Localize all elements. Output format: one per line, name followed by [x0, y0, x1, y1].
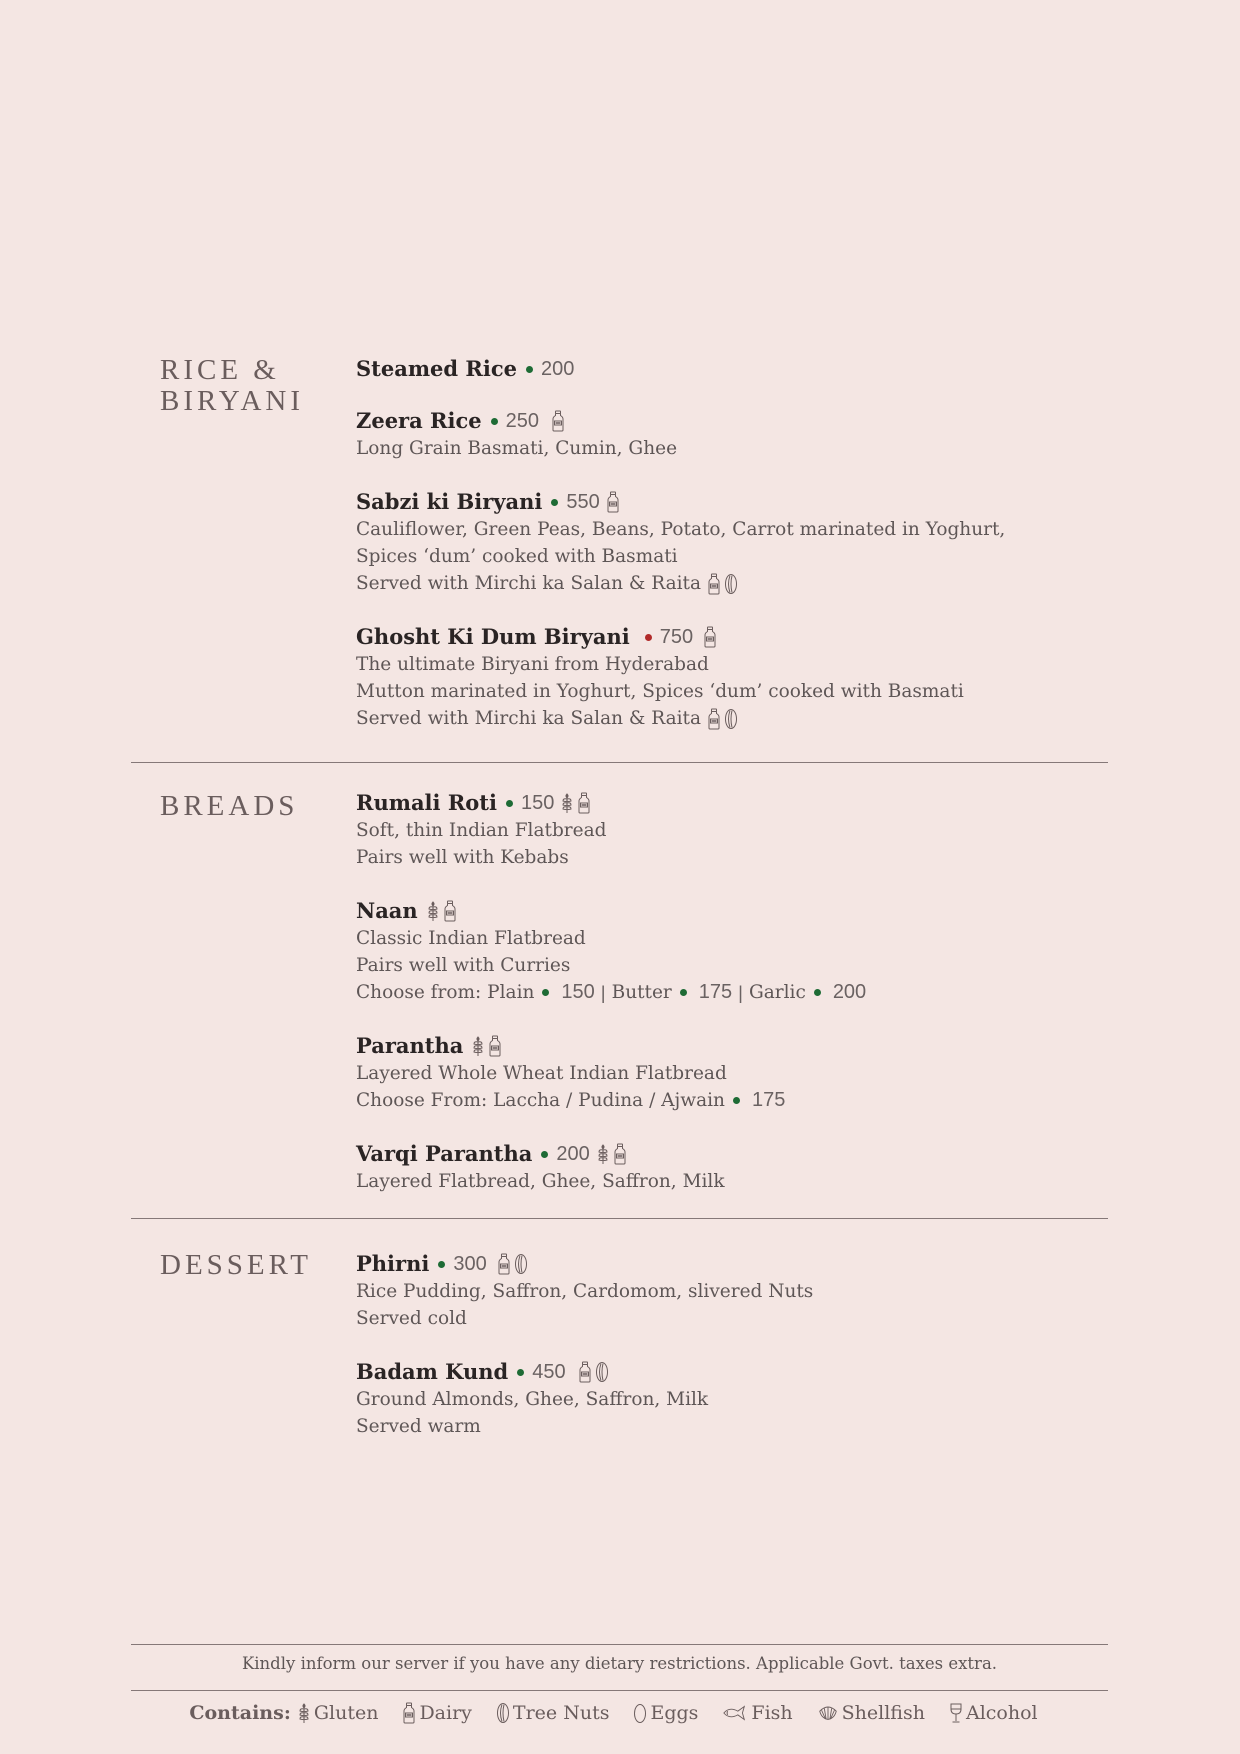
gluten-icon — [560, 792, 574, 814]
item-description: Rice Pudding, Saffron, Cardomom, slivered Nuts Served cold — [356, 1281, 814, 1329]
non-veg-dot-icon — [645, 634, 652, 641]
legend-item-tree-nuts: Tree Nuts — [496, 1702, 610, 1724]
item-price: 550 — [566, 491, 600, 513]
menu-item — [356, 623, 1096, 732]
item-price: 450 — [532, 1361, 566, 1383]
item-name: Varqi Parantha — [356, 1141, 533, 1166]
item-options: Choose from: Plain 150 | Butter 175 | Garlic 200 — [356, 981, 867, 1003]
dairy-icon — [443, 900, 457, 922]
veg-dot-icon — [542, 989, 549, 996]
menu-item — [356, 1250, 1096, 1332]
dairy-icon — [703, 626, 717, 648]
dairy-icon — [577, 792, 591, 814]
section-divider — [131, 762, 1108, 763]
menu-item — [356, 1140, 1096, 1195]
dietary-note: Kindly inform our server if you have any dietary restrictions. Applicable Govt. taxes extra. — [241, 1654, 998, 1673]
item-price: 200 — [556, 1143, 590, 1165]
menu-item — [356, 789, 1096, 871]
tree-nuts-icon — [724, 573, 738, 595]
item-description: The ultimate Biryani from Hyderabad Mutton marinated in Yoghurt, Spices ‘dum’ cooked with Basmati Served with Mirchi ka Salan & Raita — [356, 654, 964, 729]
dairy-icon — [707, 708, 721, 730]
dairy-icon — [578, 1361, 592, 1383]
menu-item — [356, 407, 1096, 462]
menu-items — [356, 355, 1096, 758]
dairy-icon — [488, 1035, 502, 1057]
tree-nuts-icon — [514, 1253, 528, 1275]
item-description: Soft, thin Indian Flatbread Pairs well with Kebabs — [356, 820, 607, 868]
tree-nuts-icon — [724, 708, 738, 730]
legend-item-dairy: Dairy — [402, 1702, 471, 1724]
fish-icon — [722, 1702, 748, 1724]
item-price: 750 — [659, 626, 694, 648]
item-name: Ghosht Ki Dum Biryani — [356, 624, 630, 649]
veg-dot-icon — [551, 499, 558, 506]
item-name: Parantha — [356, 1033, 464, 1058]
item-options: Choose From: Laccha / Pudina / Ajwain 175 — [356, 1089, 786, 1111]
shellfish-icon — [817, 1702, 839, 1724]
veg-dot-icon — [814, 989, 821, 996]
dairy-icon — [402, 1702, 416, 1724]
veg-dot-icon — [506, 800, 513, 807]
footer-divider-bottom — [131, 1690, 1108, 1691]
dairy-icon — [606, 491, 620, 513]
item-price: 150 — [520, 792, 555, 814]
legend-item-eggs: Eggs — [633, 1702, 698, 1724]
menu-items — [356, 789, 1096, 1221]
menu-item — [356, 1032, 1096, 1114]
item-name: Zeera Rice — [356, 408, 482, 433]
eggs-icon — [633, 1702, 647, 1724]
veg-dot-icon — [680, 989, 687, 996]
item-name: Rumali Roti — [356, 790, 497, 815]
gluten-icon — [426, 900, 440, 922]
dairy-icon — [707, 573, 721, 595]
item-name: Phirni — [356, 1251, 430, 1276]
item-name: Badam Kund — [356, 1359, 509, 1384]
item-description: Cauliflower, Green Peas, Beans, Potato, Carrot marinated in Yoghurt, Spices ‘dum’ cooked with Basmati Served with Mirchi ka Salan & Raita — [356, 519, 1006, 594]
veg-dot-icon — [526, 366, 533, 373]
menu-item — [356, 355, 1096, 383]
item-name: Steamed Rice — [356, 356, 517, 381]
veg-dot-icon — [541, 1151, 548, 1158]
item-description: Layered Whole Wheat Indian Flatbread Choose From: Laccha / Pudina / Ajwain 175 — [356, 1060, 1096, 1114]
tree-nuts-icon — [595, 1361, 609, 1383]
veg-dot-icon — [438, 1261, 445, 1268]
legend-item-gluten: Gluten — [297, 1702, 379, 1724]
legend-item-fish: Fish — [722, 1702, 792, 1724]
section-divider — [131, 1218, 1108, 1219]
item-description: Ground Almonds, Ghee, Saffron, Milk Served warm — [356, 1389, 709, 1437]
veg-dot-icon — [517, 1369, 524, 1376]
allergen-legend — [131, 1702, 1108, 1724]
legend-item-shellfish: Shellfish — [817, 1702, 925, 1724]
legend-label: Contains: — [189, 1702, 291, 1724]
item-name: Sabzi ki Biryani — [356, 489, 543, 514]
legend-item-alcohol: Alcohol — [949, 1702, 1038, 1724]
veg-dot-icon — [491, 418, 498, 425]
item-description: Layered Flatbread, Ghee, Saffron, Milk — [356, 1171, 725, 1192]
item-price: 300 — [453, 1253, 487, 1275]
item-price: 200 — [541, 358, 575, 380]
footer-divider-top — [131, 1644, 1108, 1645]
section-title: DESSERT — [160, 1249, 312, 1281]
dairy-icon — [497, 1253, 511, 1275]
dairy-icon — [551, 410, 565, 432]
gluten-icon — [297, 1702, 311, 1724]
gluten-icon — [596, 1143, 610, 1165]
item-description: Long Grain Basmati, Cumin, Ghee — [356, 438, 678, 459]
item-price: 250 — [505, 410, 539, 432]
gluten-icon — [471, 1035, 485, 1057]
menu-item — [356, 897, 1096, 1006]
menu-items — [356, 1250, 1096, 1466]
item-description: Classic Indian Flatbread Pairs well with Curries Choose from: Plain 150 | Butter 175 | Garlic 200 — [356, 925, 1096, 1006]
section-title: BREADS — [160, 790, 299, 822]
section-title: RICE & BIRYANI — [160, 354, 305, 417]
veg-dot-icon — [733, 1097, 740, 1104]
alcohol-icon — [949, 1702, 963, 1724]
menu-item — [356, 488, 1096, 597]
item-name: Naan — [356, 898, 418, 923]
menu-item — [356, 1358, 1096, 1440]
dairy-icon — [613, 1143, 627, 1165]
tree-nuts-icon — [496, 1702, 510, 1724]
